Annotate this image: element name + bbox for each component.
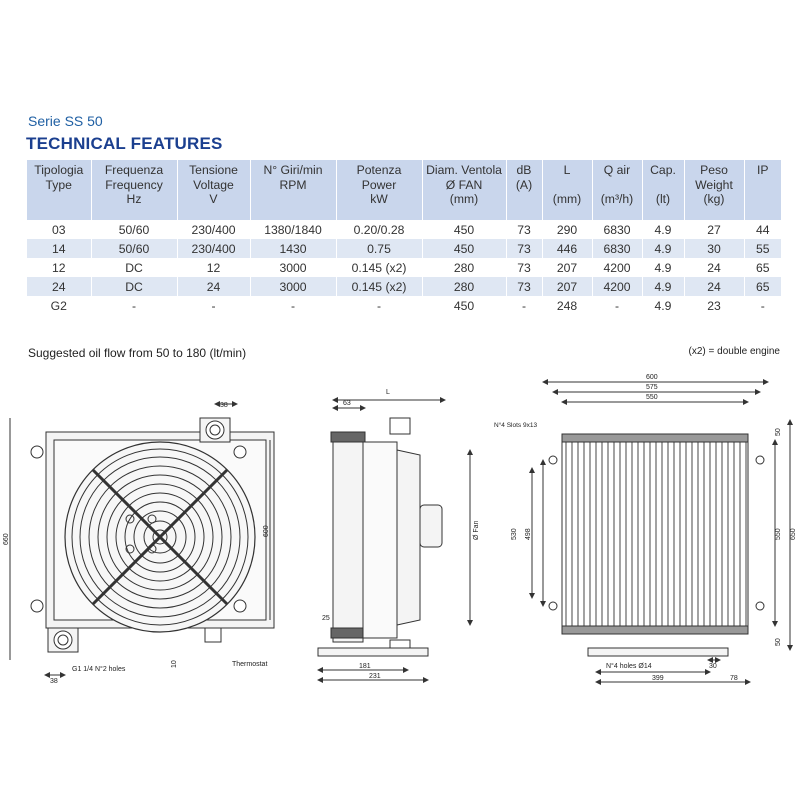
table-row (27, 258, 781, 277)
rear-view (532, 382, 790, 682)
table-cell: 65 (744, 258, 781, 277)
rear-dim-498: 498 (525, 528, 532, 540)
front-label-holes: G1 1/4 N°2 holes (72, 666, 126, 673)
table-cell: 280 (422, 258, 506, 277)
header-rpm: N° Giri/min RPM (250, 160, 336, 220)
side-view (318, 400, 470, 680)
table-cell: 03 (27, 220, 91, 239)
side-dim-L: L (386, 389, 390, 396)
table-cell: 50/60 (91, 220, 177, 239)
table-cell: 446 (542, 239, 592, 258)
table-cell: 24 (27, 277, 91, 296)
header-db: dB (A) (506, 160, 542, 220)
rear-label-holes: N°4 holes Ø14 (606, 663, 652, 670)
oil-flow-note: Suggested oil flow from 50 to 180 (lt/min) (28, 346, 247, 360)
table-cell: 0.20/0.28 (336, 220, 422, 239)
rear-dim-78: 78 (730, 675, 738, 682)
series-label: Serie SS 50 (28, 113, 103, 129)
side-dim-fan: Ø Fan (473, 520, 480, 540)
table-cell: 73 (506, 239, 542, 258)
table-cell: 14 (27, 239, 91, 258)
table-cell: - (506, 296, 542, 315)
table-cell: - (177, 296, 250, 315)
front-dim-top: 38 (220, 402, 228, 409)
rear-dim-650: 650 (790, 528, 797, 540)
front-label-thermostat: Thermostat (232, 661, 268, 668)
front-dim-height-outer: 660 (3, 533, 10, 545)
table-cell: - (592, 296, 642, 315)
table-cell: 12 (177, 258, 250, 277)
table-cell: 12 (27, 258, 91, 277)
section-heading: TECHNICAL FEATURES (26, 134, 223, 153)
table-cell: 50/60 (91, 239, 177, 258)
technical-features-table (27, 160, 781, 315)
table-cell: 248 (542, 296, 592, 315)
table-cell: 44 (744, 220, 781, 239)
table-cell: 3000 (250, 258, 336, 277)
table-cell: DC (91, 258, 177, 277)
table-cell: 0.75 (336, 239, 422, 258)
table-row (27, 220, 781, 239)
table-cell: 450 (422, 296, 506, 315)
table-cell: 73 (506, 258, 542, 277)
rear-label-slots: N°4 Slots 9x13 (494, 422, 538, 429)
rear-dim-50-top: 50 (775, 428, 782, 436)
table-cell: 24 (177, 277, 250, 296)
table-cell: 24 (684, 277, 744, 296)
table-cell: G2 (27, 296, 91, 315)
table-cell: 290 (542, 220, 592, 239)
table-cell: 230/400 (177, 239, 250, 258)
front-dim-bottom: 38 (50, 678, 58, 685)
table-cell: - (250, 296, 336, 315)
table-cell: 27 (684, 220, 744, 239)
table-cell: 23 (684, 296, 744, 315)
header-frequency: Frequenza Frequency Hz (91, 160, 177, 220)
header-weight: Peso Weight (kg) (684, 160, 744, 220)
rear-dim-30: 30 (709, 663, 717, 670)
table-header-row (27, 160, 781, 220)
table-cell: 4.9 (642, 277, 684, 296)
header-voltage: Tensione Voltage V (177, 160, 250, 220)
header-power: Potenza Power kW (336, 160, 422, 220)
header-fan-diameter: Diam. Ventola Ø FAN (mm) (422, 160, 506, 220)
table-cell: - (744, 296, 781, 315)
rear-dim-530: 530 (511, 528, 518, 540)
header-capacity: Cap. (lt) (642, 160, 684, 220)
table-cell: - (336, 296, 422, 315)
double-engine-note: (x2) = double engine (688, 346, 780, 357)
table-cell: 207 (542, 258, 592, 277)
rear-dim-399: 399 (652, 675, 664, 682)
rear-dim-575: 575 (646, 384, 658, 391)
table-cell: 3000 (250, 277, 336, 296)
table-cell: 450 (422, 239, 506, 258)
technical-drawing (0, 360, 800, 700)
header-length: L (mm) (542, 160, 592, 220)
table-cell: 4.9 (642, 220, 684, 239)
front-view (10, 404, 274, 675)
table-cell: 6830 (592, 239, 642, 258)
table-cell: 280 (422, 277, 506, 296)
table-row (27, 296, 781, 315)
side-dim-25: 25 (322, 615, 330, 622)
table-cell: 55 (744, 239, 781, 258)
table-cell: DC (91, 277, 177, 296)
table-cell: 65 (744, 277, 781, 296)
table-cell: 0.145 (x2) (336, 277, 422, 296)
side-dim-181: 181 (359, 663, 371, 670)
side-dim-231: 231 (369, 673, 381, 680)
table-cell: 30 (684, 239, 744, 258)
table-cell: 6830 (592, 220, 642, 239)
table-cell: - (91, 296, 177, 315)
table-cell: 73 (506, 277, 542, 296)
table-cell: 1380/1840 (250, 220, 336, 239)
table-cell: 4.9 (642, 296, 684, 315)
rear-dim-550-v: 550 (775, 528, 782, 540)
header-ip: IP (744, 160, 781, 220)
header-air-flow: Q air (m³/h) (592, 160, 642, 220)
header-type: Tipologia Type (27, 160, 91, 220)
table-cell: 4200 (592, 277, 642, 296)
side-dim-top: 63 (343, 400, 351, 407)
table-row (27, 277, 781, 296)
table-cell: 4.9 (642, 258, 684, 277)
table-cell: 4200 (592, 258, 642, 277)
rear-dim-50-bottom: 50 (775, 638, 782, 646)
rear-dim-600: 600 (646, 374, 658, 381)
table-cell: 230/400 (177, 220, 250, 239)
table-row (27, 239, 781, 258)
table-cell: 4.9 (642, 239, 684, 258)
rear-dim-550: 550 (646, 394, 658, 401)
front-dim-side: 10 (171, 660, 178, 668)
table-cell: 207 (542, 277, 592, 296)
table-cell: 73 (506, 220, 542, 239)
table-cell: 0.145 (x2) (336, 258, 422, 277)
table-cell: 450 (422, 220, 506, 239)
table-cell: 1430 (250, 239, 336, 258)
front-dim-height-inner: 600 (263, 525, 270, 537)
table-cell: 24 (684, 258, 744, 277)
